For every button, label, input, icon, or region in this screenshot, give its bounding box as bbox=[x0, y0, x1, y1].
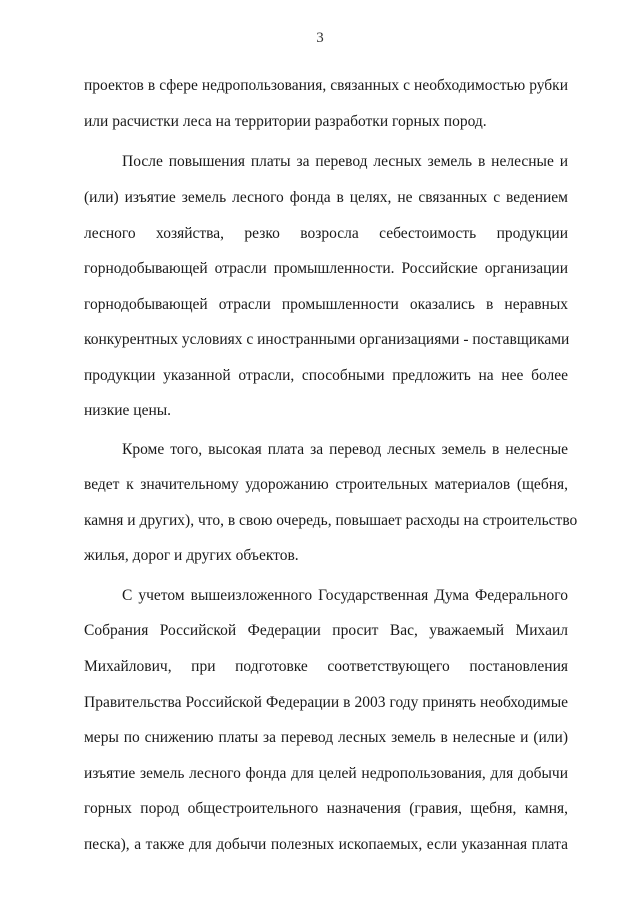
text-line: ведет к значительному удорожанию строительных материалов (щебня, bbox=[84, 476, 568, 493]
text-line: горнодобывающей отрасли промышленности оказались в неравных bbox=[84, 296, 568, 313]
text-line: низкие цены. bbox=[84, 402, 172, 419]
text-line: продукции указанной отрасли, способными предложить на нее более bbox=[84, 367, 568, 384]
text-line: камня и других), что, в свою очередь, повышает расходы на строительство bbox=[84, 512, 578, 529]
text-line: горных пород общестроительного назначения (гравия, щебня, камня, bbox=[84, 800, 568, 817]
text-line: меры по снижению платы за перевод лесных земель в нелесные и (или) bbox=[84, 729, 568, 746]
text-line: горнодобывающей отрасли промышленности. Российские организации bbox=[84, 260, 568, 277]
text-line: С учетом вышеизложенного Государственная Дума Федерального bbox=[122, 587, 568, 604]
text-line: Правительства Российской Федерации в 2003 году принять необходимые bbox=[84, 694, 568, 711]
text-line: Собрания Российской Федерации просит Вас, уважаемый Михаил bbox=[84, 622, 568, 639]
text-line: песка), а также для добычи полезных ископаемых, если указанная плата bbox=[84, 836, 568, 853]
text-line: лесного хозяйства, резко возросла себестоимость продукции bbox=[84, 225, 568, 242]
text-line: конкурентных условиях с иностранными организациями - поставщиками bbox=[84, 331, 570, 348]
text-line: жилья, дорог и других объектов. bbox=[84, 547, 299, 564]
text-line: или расчистки леса на территории разработки горных пород. bbox=[84, 113, 487, 130]
text-line: (или) изъятие земель лесного фонда в целях, не связанных с ведением bbox=[84, 189, 568, 206]
text-line: Михайлович, при подготовке соответствующего постановления bbox=[84, 658, 568, 675]
text-line: Кроме того, высокая плата за перевод лесных земель в нелесные bbox=[122, 441, 568, 458]
text-line: После повышения платы за перевод лесных земель в нелесные и bbox=[122, 153, 568, 170]
text-line: проектов в сфере недропользования, связанных с необходимостью рубки bbox=[84, 77, 568, 94]
page-number: 3 bbox=[316, 30, 324, 46]
text-line: изъятие земель лесного фонда для целей недропользования, для добычи bbox=[84, 765, 568, 782]
